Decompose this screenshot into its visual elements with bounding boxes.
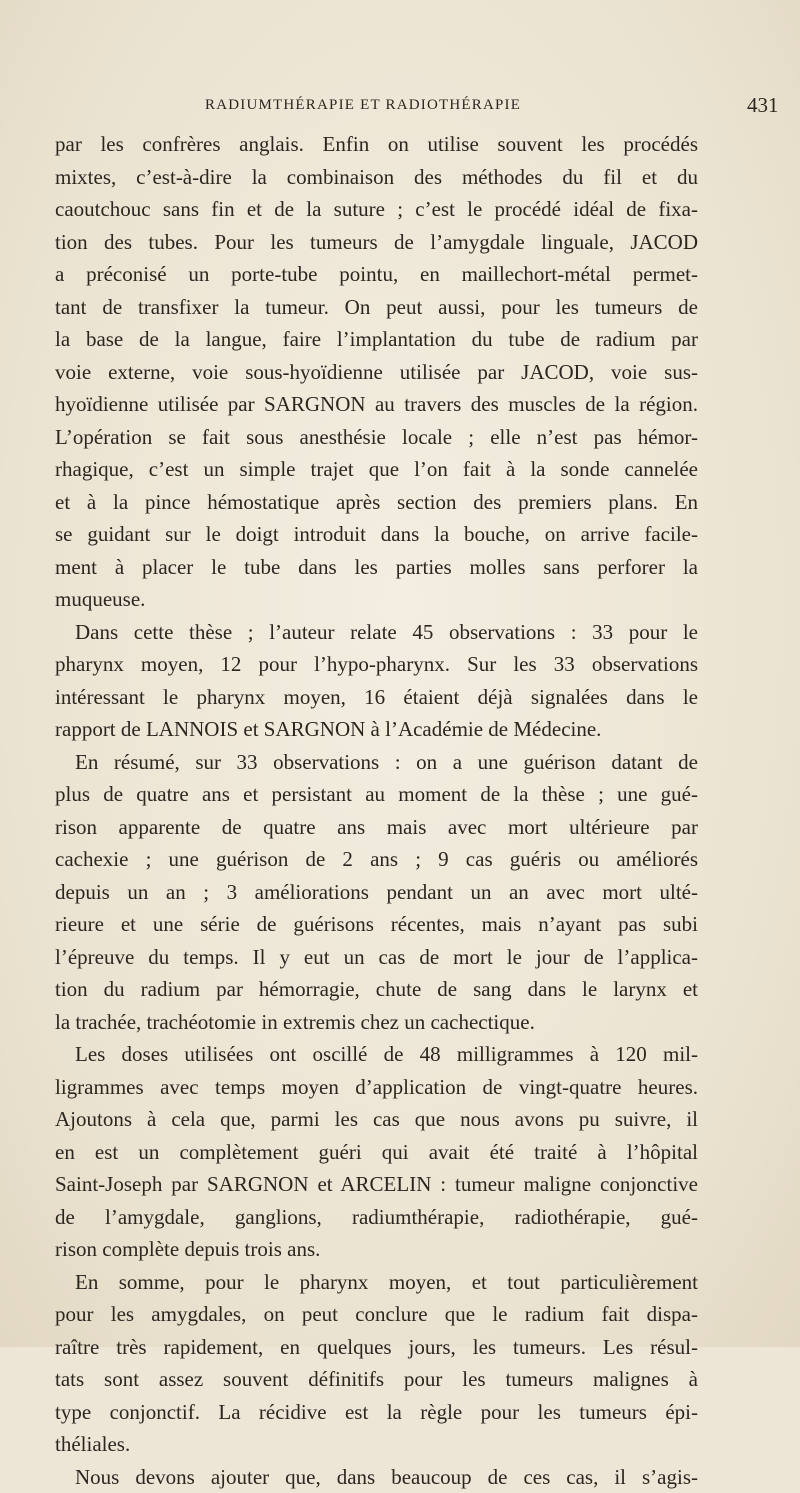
text-line: en est un complètement guéri qui avait été traité à l’hôpital	[55, 1136, 698, 1169]
text-line: et à la pince hémostatique après section des premiers plans. En	[55, 486, 698, 519]
text-line: tion du radium par hémorragie, chute de sang dans le larynx et	[55, 973, 698, 1006]
text-line: tats sont assez souvent définitifs pour les tumeurs malignes à	[55, 1363, 698, 1396]
text-line: Dans cette thèse ; l’auteur relate 45 observations : 33 pour le	[55, 616, 698, 649]
running-title: RADIUMTHÉRAPIE ET RADIOTHÉRAPIE	[205, 97, 521, 114]
text-line: rapport de LANNOIS et SARGNON à l’Académie de Médecine.	[55, 713, 698, 746]
text-line: la trachée, trachéotomie in extremis chez un cachectique.	[55, 1006, 698, 1039]
text-line: Les doses utilisées ont oscillé de 48 milligrammes à 120 mil-	[55, 1038, 698, 1071]
body-text	[55, 128, 698, 1493]
text-line: ment à placer le tube dans les parties molles sans perforer la	[55, 551, 698, 584]
text-line: En résumé, sur 33 observations : on a une guérison datant de	[55, 746, 698, 779]
text-line: mixtes, c’est-à-dire la combinaison des méthodes du fil et du	[55, 161, 698, 194]
text-line: depuis un an ; 3 améliorations pendant un an avec mort ulté-	[55, 876, 698, 909]
text-line: se guidant sur le doigt introduit dans la bouche, on arrive facile-	[55, 518, 698, 551]
text-line: par les confrères anglais. Enfin on utilise souvent les procédés	[55, 128, 698, 161]
text-line: Nous devons ajouter que, dans beaucoup de ces cas, il s’agis-	[55, 1461, 698, 1493]
text-line: Ajoutons à cela que, parmi les cas que nous avons pu suivre, il	[55, 1103, 698, 1136]
text-line: théliales.	[55, 1428, 698, 1461]
text-line: voie externe, voie sous-hyoïdienne utilisée par JACOD, voie sus-	[55, 356, 698, 389]
text-line: intéressant le pharynx moyen, 16 étaient déjà signalées dans le	[55, 681, 698, 714]
page-number: 431	[747, 93, 779, 118]
text-line: tion des tubes. Pour les tumeurs de l’amygdale linguale, JACOD	[55, 226, 698, 259]
text-line: pour les amygdales, on peut conclure que le radium fait dispa-	[55, 1298, 698, 1331]
text-line: hyoïdienne utilisée par SARGNON au travers des muscles de la région.	[55, 388, 698, 421]
text-line: muqueuse.	[55, 583, 698, 616]
text-line: rison apparente de quatre ans mais avec mort ultérieure par	[55, 811, 698, 844]
text-line: plus de quatre ans et persistant au moment de la thèse ; une gué-	[55, 778, 698, 811]
text-line: rieure et une série de guérisons récentes, mais n’ayant pas subi	[55, 908, 698, 941]
text-line: cachexie ; une guérison de 2 ans ; 9 cas guéris ou améliorés	[55, 843, 698, 876]
text-line: pharynx moyen, 12 pour l’hypo-pharynx. Sur les 33 observations	[55, 648, 698, 681]
text-line: la base de la langue, faire l’implantation du tube de radium par	[55, 323, 698, 356]
text-line: type conjonctif. La récidive est la règle pour les tumeurs épi-	[55, 1396, 698, 1429]
text-line: tant de transfixer la tumeur. On peut aussi, pour les tumeurs de	[55, 291, 698, 324]
text-line: raître très rapidement, en quelques jours, les tumeurs. Les résul-	[55, 1331, 698, 1364]
text-line: de l’amygdale, ganglions, radiumthérapie, radiothérapie, gué-	[55, 1201, 698, 1234]
text-line: l’épreuve du temps. Il y eut un cas de mort le jour de l’applica-	[55, 941, 698, 974]
text-line: L’opération se fait sous anesthésie locale ; elle n’est pas hémor-	[55, 421, 698, 454]
text-line: Saint-Joseph par SARGNON et ARCELIN : tumeur maligne conjonctive	[55, 1168, 698, 1201]
text-line: ligrammes avec temps moyen d’application de vingt-quatre heures.	[55, 1071, 698, 1104]
text-line: En somme, pour le pharynx moyen, et tout particulièrement	[55, 1266, 698, 1299]
text-line: rison complète depuis trois ans.	[55, 1233, 698, 1266]
text-line: a préconisé un porte-tube pointu, en maillechort-métal permet-	[55, 258, 698, 291]
text-line: caoutchouc sans fin et de la suture ; c’est le procédé idéal de fixa-	[55, 193, 698, 226]
text-line: rhagique, c’est un simple trajet que l’on fait à la sonde cannelée	[55, 453, 698, 486]
page-header	[0, 93, 800, 123]
